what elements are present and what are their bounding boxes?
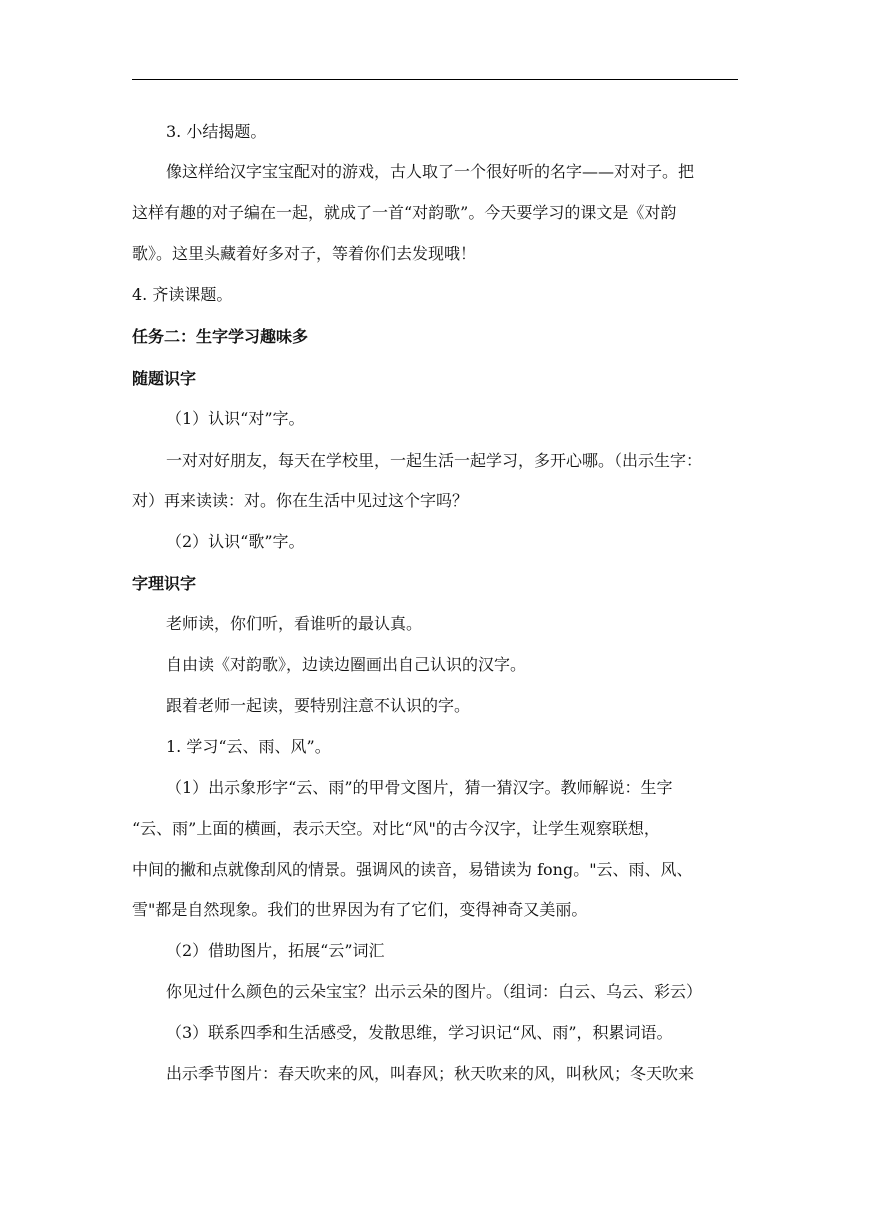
paragraph-line: 这样有趣的对子编在一起，就成了一首“对韵歌”。今天要学习的课文是《对韵: [132, 203, 677, 222]
step-3-heading: 3. 小结揭题。: [166, 122, 267, 141]
paragraph-line: 老师读，你们听，看谁听的最认真。: [166, 614, 423, 633]
paragraph-line: 雪"都是自然现象。我们的世界因为有了它们，变得神奇又美丽。: [132, 900, 588, 919]
paragraph-line: 对）再来读读：对。你在生活中见过这个字吗？: [132, 491, 469, 510]
section-heading-zili: 字理识字: [132, 574, 197, 593]
paragraph-line: 像这样给汉字宝宝配对的游戏，古人取了一个很好听的名字——对对子。把: [166, 162, 695, 181]
paragraph-line: 一对对好朋友，每天在学校里，一起生活一起学习，多开心哪。（出示生字：: [166, 451, 703, 470]
sub-item-2-heading: （2）借助图片，拓展“云”词汇: [166, 941, 385, 960]
step-4-heading: 4. 齐读课题。: [132, 285, 233, 304]
task-2-heading: 任务二：生字学习趣味多: [132, 327, 309, 346]
item-1-heading: （1）认识“对”字。: [166, 409, 305, 428]
paragraph-line: 中间的撇和点就像刮风的情景。强调风的读音，易错读为 fong。"云、雨、风、: [132, 860, 693, 879]
paragraph-line: （1）出示象形字“云、雨”的甲骨文图片，猜一猜汉字。教师解说：生字: [166, 778, 673, 797]
paragraph-line: 你见过什么颜色的云朵宝宝？出示云朵的图片。（组词：白云、乌云、彩云）: [166, 982, 703, 1001]
sub-item-3-heading: （3）联系四季和生活感受，发散思维，学习识记“风、雨”，积累词语。: [166, 1023, 673, 1042]
section-heading-suiti: 随题识字: [132, 369, 197, 388]
paragraph-line: 自由读《对韵歌》，边读边圈画出自己认识的汉字。: [166, 655, 527, 674]
paragraph-line: 出示季节图片：春天吹来的风，叫春风；秋天吹来的风，叫秋风；冬天吹来: [166, 1064, 695, 1083]
paragraph-line: “云、雨”上面的横画，表示天空。对比“风"的古今汉字，让学生观察联想，: [132, 819, 660, 838]
header-rule: [132, 79, 738, 80]
paragraph-line: 跟着老师一起读，要特别注意不认识的字。: [166, 696, 471, 715]
item-2-heading: （2）认识“歌”字。: [166, 532, 305, 551]
step-1-heading: 1. 学习“云、雨、风”。: [166, 737, 331, 756]
paragraph-line: 歌》。这里头藏着好多对子，等着你们去发现哦！: [132, 244, 477, 263]
